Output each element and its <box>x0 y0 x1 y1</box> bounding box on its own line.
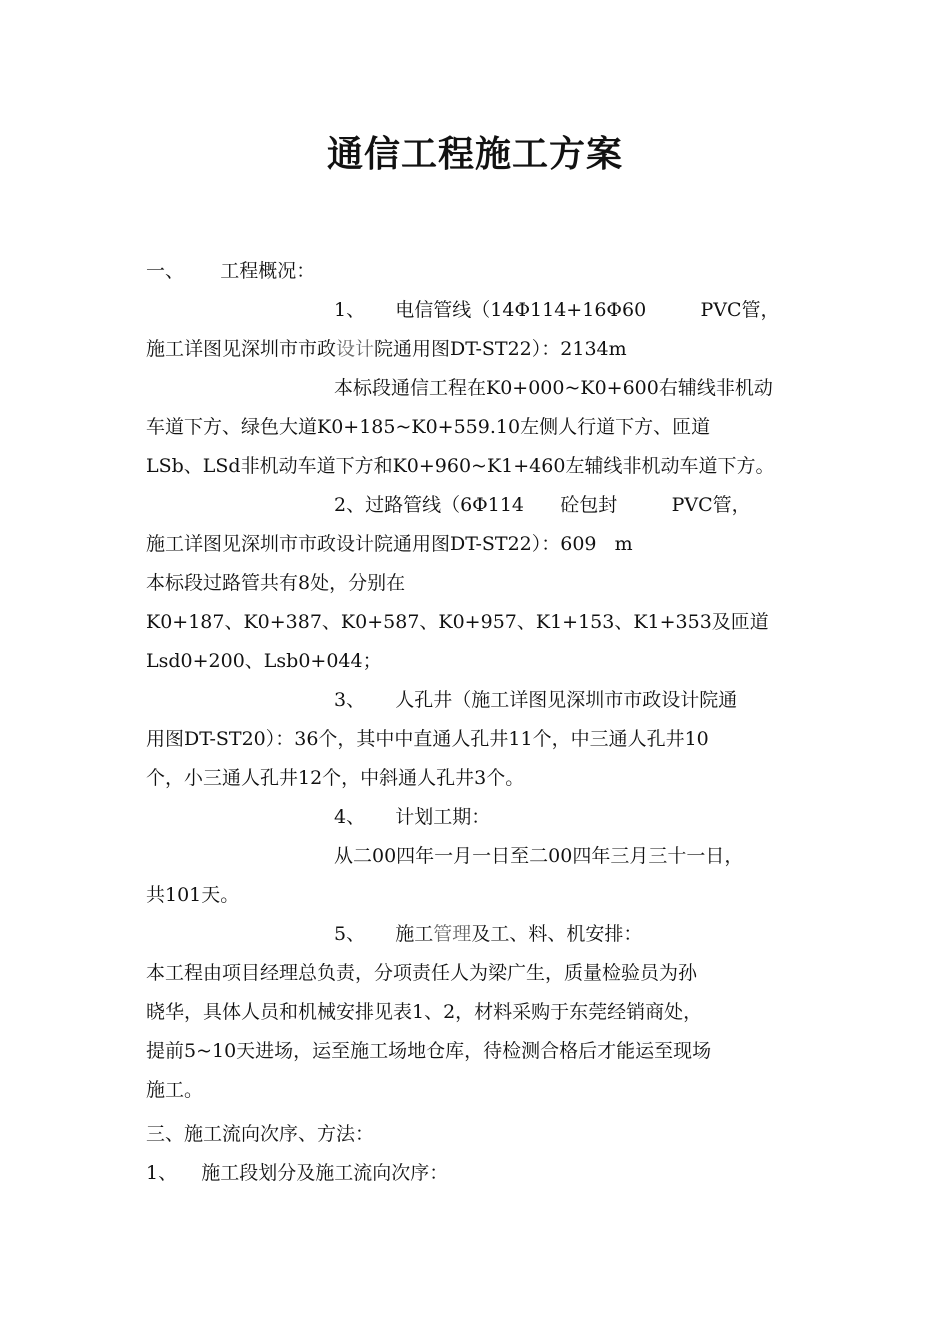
paragraph-line: 施工。 <box>146 1079 204 1101</box>
text-span: 院通用图DT-ST22）：2134m <box>374 338 627 360</box>
section-heading-flow-order: 三、施工流向次序、方法： <box>146 1123 375 1145</box>
paragraph-line: 车道下方、绿色大道K0+185~K0+559.10左侧人行道下方、匝道 <box>146 416 711 438</box>
item-1-telecom-pipeline: 1、 电信管线（14Φ114+16Φ60 PVC管， <box>334 299 780 321</box>
item-2-crossing-pipeline: 2、过路管线（6Φ114 砼包封 PVC管， <box>334 494 751 516</box>
subsection-heading-segments: 1、 施工段划分及施工流向次序： <box>146 1162 449 1184</box>
text-span: 施工详图见深圳市市政 <box>146 338 337 360</box>
text-span-gray: 管理 <box>433 923 472 945</box>
text-span: 5、 施工 <box>334 923 434 945</box>
paragraph-line: 本标段通信工程在K0+000~K0+600右辅线非机动 <box>334 377 773 399</box>
paragraph-line: 个，小三通人孔井12个，中斜通人孔井3个。 <box>146 767 525 789</box>
text-span-gray: 设计 <box>336 338 375 360</box>
paragraph-line: 本标段过路管共有8处，分别在 <box>146 572 406 594</box>
paragraph-line: 晓华，具体人员和机械安排见表1、2，材料采购于东莞经销商处， <box>146 1001 703 1023</box>
item-3-manholes: 3、 人孔井（施工详图见深圳市市政设计院通 <box>334 689 738 711</box>
paragraph-line: K0+187、K0+387、K0+587、K0+957、K1+153、K1+353及匝道 <box>146 611 769 633</box>
section-heading-overview: 一、 工程概况： <box>146 260 316 282</box>
paragraph-line: 施工详图见深圳市市政设计院通用图DT-ST22）：609 m <box>146 533 633 555</box>
paragraph-line <box>146 336 627 362</box>
paragraph-line: Lsd0+200、Lsb0+044； <box>146 650 382 672</box>
text-span: 及工、料、机安排： <box>471 923 643 945</box>
paragraph-line: 用图DT-ST20）：36个，其中中直通人孔井11个，中三通人孔井10 <box>146 728 709 750</box>
item-4-schedule: 4、 计划工期： <box>334 806 491 828</box>
item-5-management <box>334 921 642 947</box>
paragraph-line: 共101天。 <box>146 884 240 906</box>
document-title: 通信工程施工方案 <box>326 133 623 175</box>
paragraph-line: LSb、LSd非机动车道下方和K0+960~K1+460左辅线非机动车道下方。 <box>146 455 775 477</box>
paragraph-line: 本工程由项目经理总负责，分项责任人为梁广生，质量检验员为孙 <box>146 962 698 984</box>
paragraph-line: 提前5~10天进场，运至施工场地仓库，待检测合格后才能运至现场 <box>146 1040 712 1062</box>
paragraph-line: 从二00四年一月一日至二00四年三月三十一日， <box>334 845 744 867</box>
